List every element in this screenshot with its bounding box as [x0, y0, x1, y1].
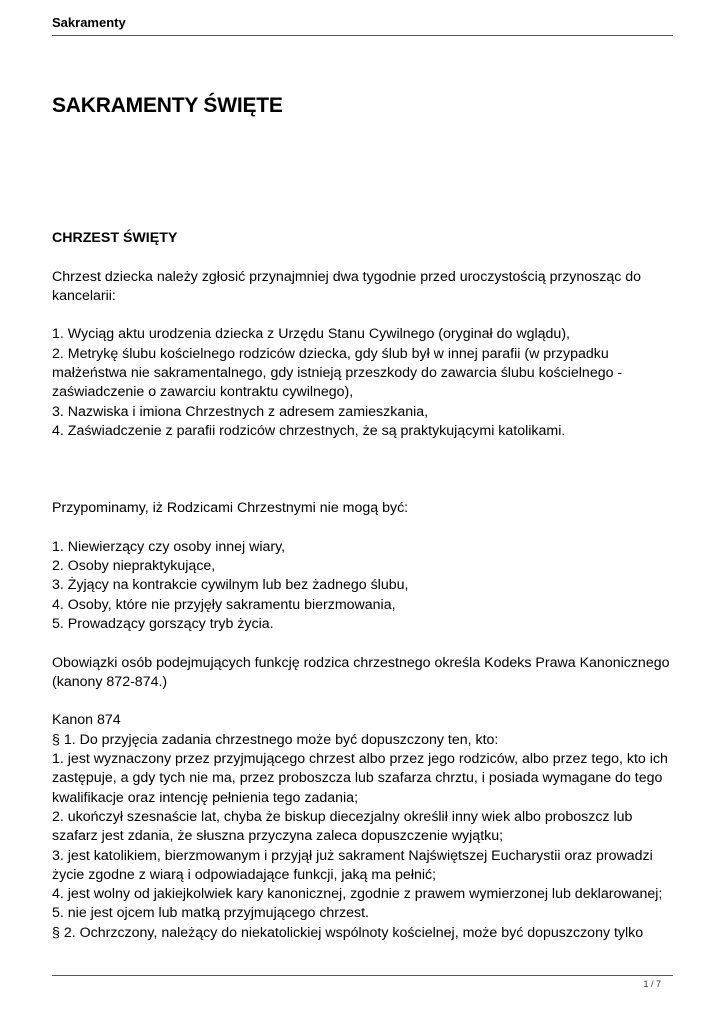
canon-line: 2. ukończył szesnaście lat, chyba że biskup diecezjalny określił inny wiek albo proboszcz lub szafarz jest zdania, że słuszna przyczyna zaleca dopuszczenie wyjątku; [52, 808, 633, 845]
canon-line: § 1. Do przyjęcia zadania chrzestnego może być dopuszczony ten, kto: [52, 731, 499, 748]
list-item: 1. Wyciąg aktu urodzenia dziecka z Urzędu Stanu Cywilnego (oryginał do wglądu), [52, 326, 570, 343]
list-item: 3. Nazwiska i imiona Chrzestnych z adresem zamieszkania, [52, 403, 429, 420]
obligations-paragraph: Obowiązki osób podejmujących funkcję rodzica chrzestnego określa Kodeks Prawa Kanonicznego (kanony 872-874.) [52, 654, 670, 690]
intro-paragraph: Chrzest dziecka należy zgłosić przynajmniej dwa tygodnie przed uroczystością przynosząc do kancelarii: [52, 268, 642, 304]
list-item: 2. Metrykę ślubu kościelnego rodziców dziecka, gdy ślub był w innej parafii (w przypadku małżeństwa nie sakramentalnego, gdy istnieją przeszkody do zawarcia ślubu kościelnego - zaświadczenie o zawarciu kontraktu cywilnego), [52, 345, 623, 401]
list-item: 4. Zaświadczenie z parafii rodziców chrzestnych, że są praktykującymi katolikami. [52, 422, 566, 439]
footer-divider [52, 975, 673, 976]
canon-line: 4. jest wolny od jakiejkolwiek kary kanonicznej, zgodnie z prawem wymierzonej lub deklarowanej; [52, 886, 663, 903]
page-number: 1 / 7 [643, 979, 661, 989]
canon-list [52, 731, 677, 943]
requirements-list [52, 325, 677, 441]
reminder-paragraph: Przypominamy, iż Rodzicami Chrzestnymi nie mogą być: [52, 500, 409, 517]
section-heading: CHRZEST ŚWIĘTY [52, 230, 178, 246]
header-divider [52, 35, 673, 36]
running-header-title: Sakramenty [52, 15, 126, 30]
list-item: 4. Osoby, które nie przyjęły sakramentu bierzmowania, [52, 596, 396, 613]
list-item: 2. Osoby niepraktykujące, [52, 558, 216, 575]
list-item: 1. Niewierzący czy osoby innej wiary, [52, 538, 286, 555]
canon-title: Kanon 874 [52, 712, 121, 729]
list-item: 3. Żyjący na kontrakcie cywilnym lub bez żadnego ślubu, [52, 577, 409, 594]
canon-line: 5. nie jest ojcem lub matką przyjmującego chrzest. [52, 905, 369, 922]
document-body [52, 229, 677, 943]
list-item: 5. Prowadzący gorszący tryb życia. [52, 615, 274, 632]
canon-line: 3. jest katolikiem, bierzmowanym i przyjął już sakrament Najświętszej Eucharystii oraz prowadzi życie zgodne z wiarą i odpowiadające funkcji, jaką ma pełnić; [52, 847, 653, 883]
exclusions-list [52, 538, 677, 634]
canon-line: § 2. Ochrzczony, należący do niekatolickiej wspólnoty kościelnej, może być dopuszczony tylko [52, 924, 644, 941]
document-title: SAKRAMENTY ŚWIĘTE [52, 94, 283, 117]
canon-line: 1. jest wyznaczony przez przyjmującego chrzest albo przez jego rodziców, albo przez tego, kto ich zastępuje, a gdy tych nie ma, przez proboszcza lub szafarza chrztu, i posiada wymagane do tego kwalifikacje oraz intencję pełnienia tego zadania; [52, 751, 668, 806]
